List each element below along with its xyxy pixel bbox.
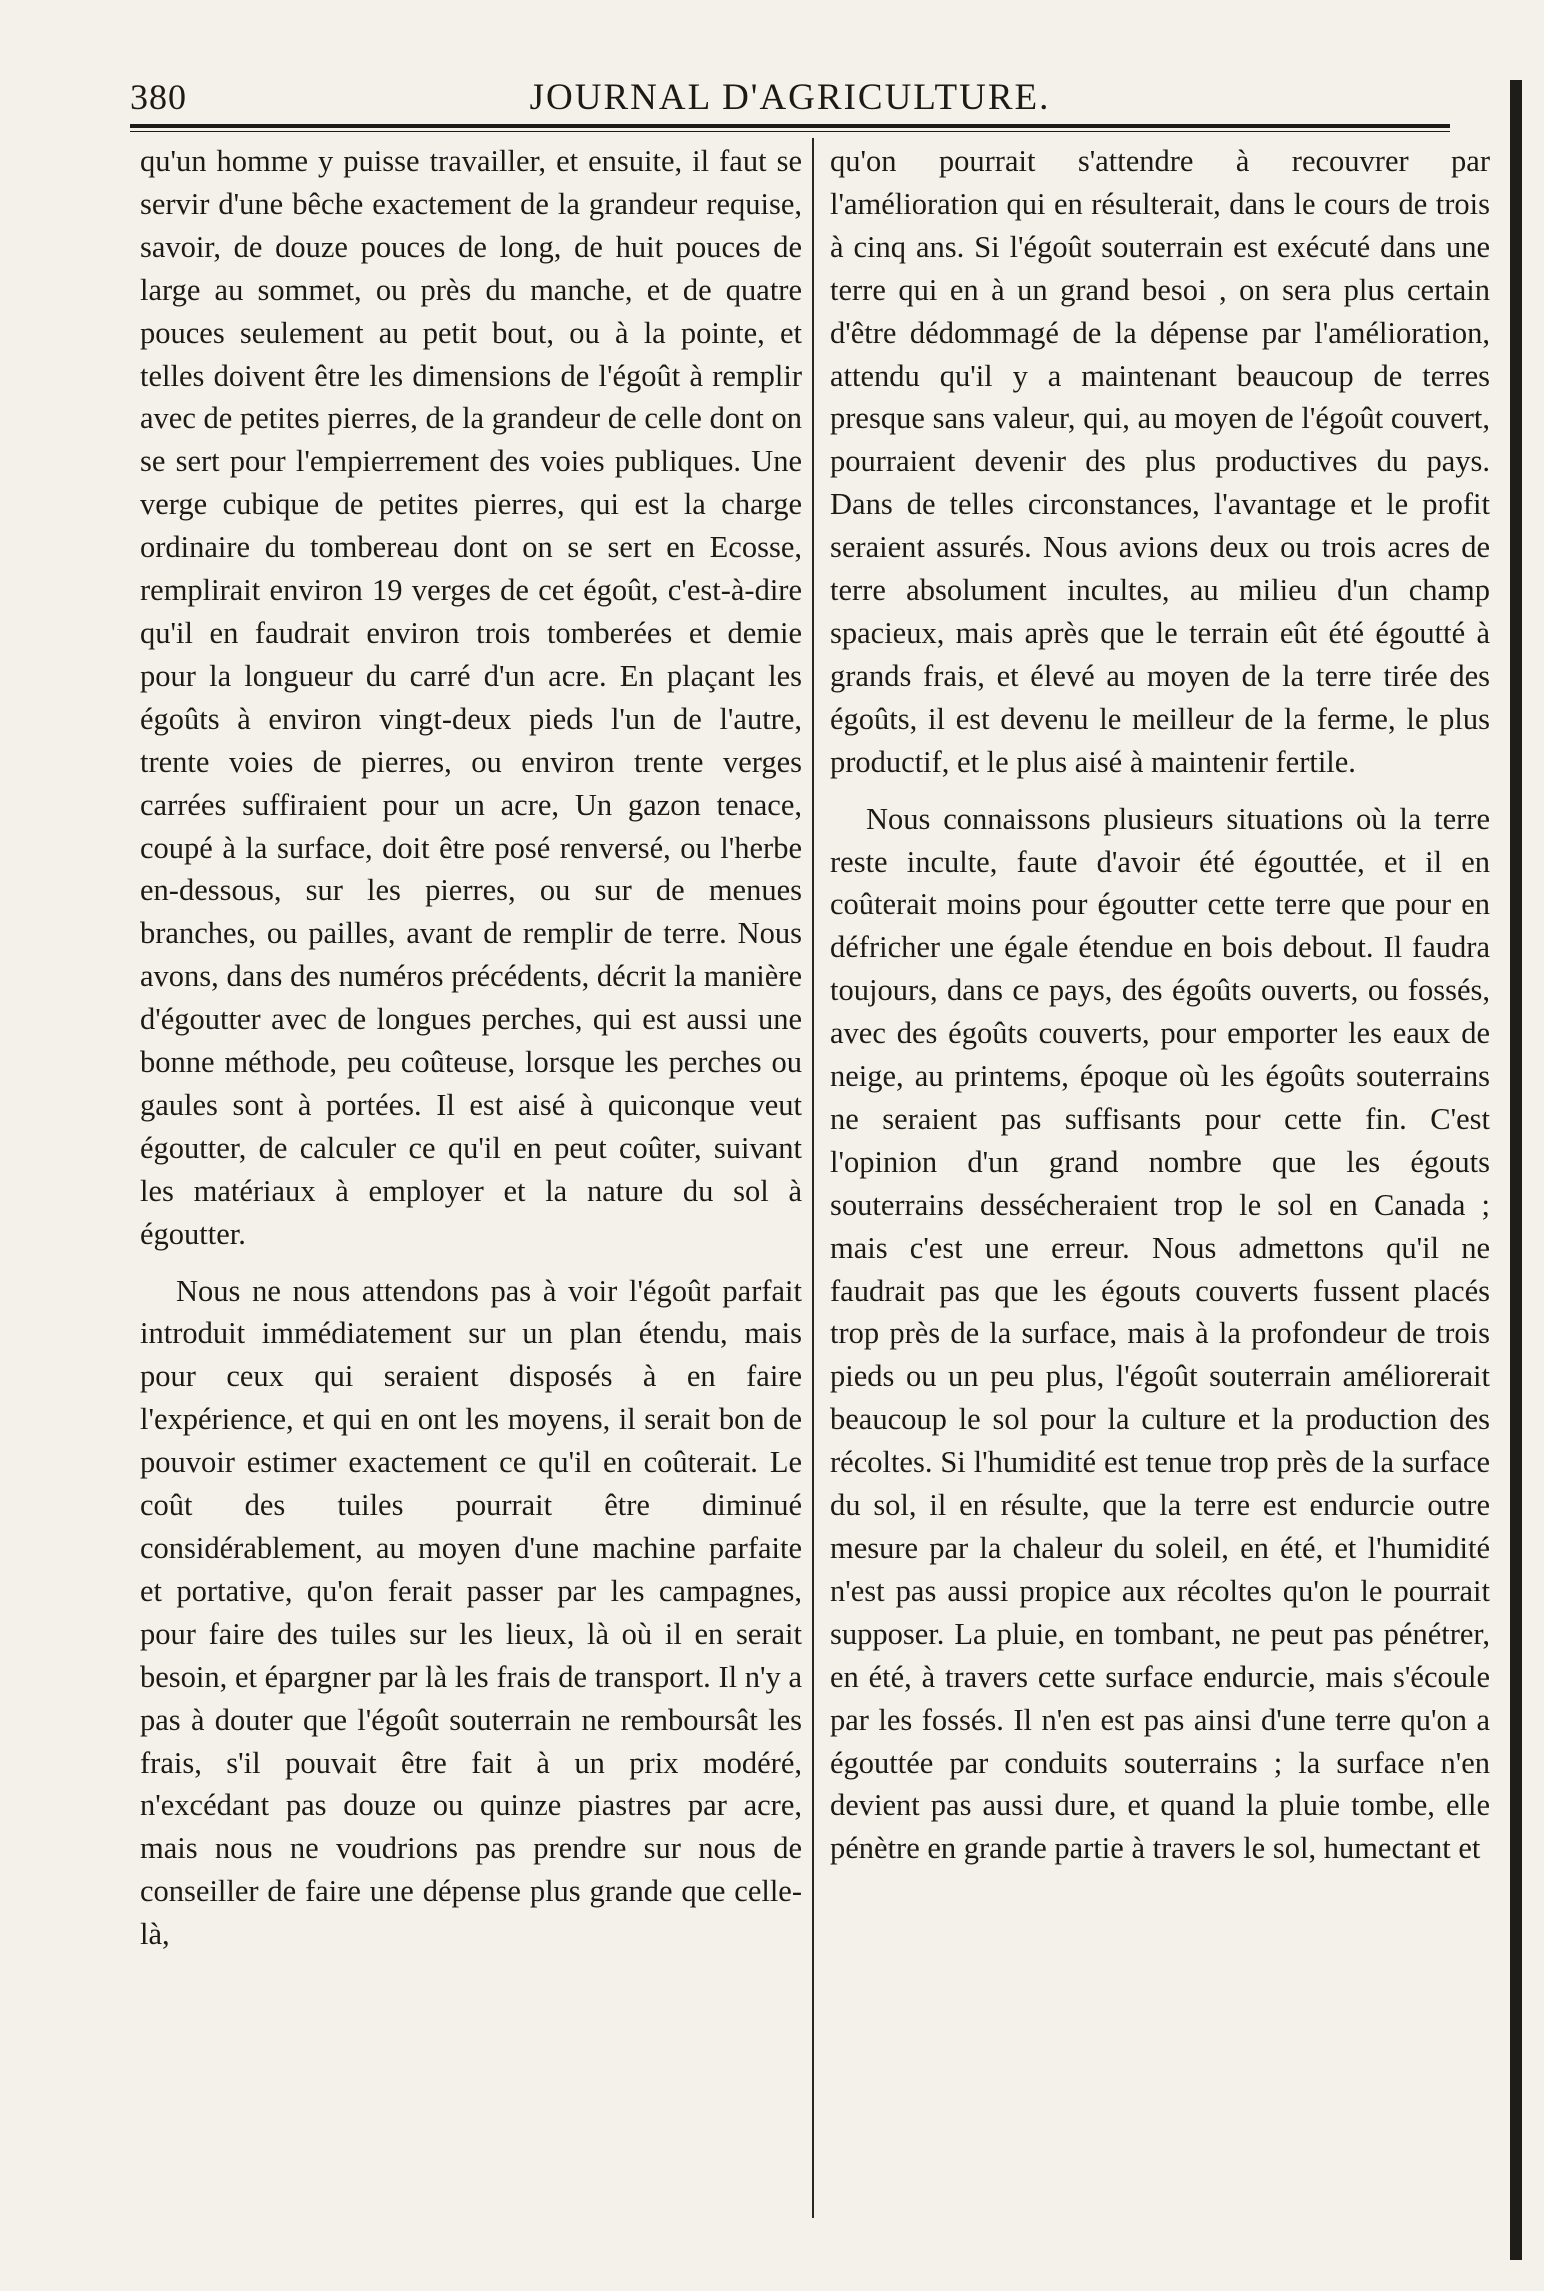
left-column (140, 140, 802, 1956)
header-rule-thick (130, 124, 1450, 128)
right-column (830, 140, 1490, 1870)
paragraph: qu'on pourrait s'attendre à recouvrer par l'amélioration qui en résulterait, dans le cours de trois à cinq ans. Si l'égoût souterrain est exécuté dans une terre qui en à un grand besoi , on sera plus certain d'être dédommagé de la dépense par l'amélioration, attendu qu'il y a maintenant beaucoup de terres presque sans valeur, qui, au moyen de l'égoût couvert, pourraient devenir des plus productives du pays. Dans de telles circonstances, l'avantage et le profit seraient assurés. Nous avions deux ou trois acres de terre absolument incultes, au milieu d'un champ spacieux, mais après que le terrain eût été égoutté à grands frais, et élevé au moyen de la terre tirée des égoûts, il est devenu le meilleur de la ferme, le plus productif, et le plus aisé à maintenir fertile. (830, 144, 1490, 779)
header-rule-thin (130, 131, 1450, 132)
page-edge-shadow (1510, 80, 1522, 2260)
page-number: 380 (130, 77, 187, 117)
column-divider (812, 138, 814, 2218)
paragraph: qu'un homme y puisse travailler, et ensuite, il faut se servir d'une bêche exactement de la grandeur requise, savoir, de douze pouces de long, de huit pouces de large au sommet, ou près du manche, et de quatre pouces seulement au petit bout, ou à la pointe, et telles doivent être les dimensions de l'égoût à remplir avec de petites pierres, de la grandeur de celle dont on se sert pour l'empierrement des voies publiques. Une verge cubique de petites pierres, qui est la charge ordinaire du tombereau dont on se sert en Ecosse, remplirait environ 19 verges de cet égoût, c'est-à-dire qu'il en faudrait environ trois tomberées et demie pour la longueur du carré d'un acre. En plaçant les égoûts à environ vingt-deux pieds l'un de l'autre, trente voies de pierres, ou environ trente verges carrées suffiraient pour un acre, Un gazon tenace, coupé à la surface, doit être posé renversé, ou l'herbe en-dessous, sur les pierres, ou sur de menues branches, ou pailles, avant de remplir de terre. Nous avons, dans des numéros précédents, décrit la manière d'égoutter avec de longues perches, qui est aussi une bonne méthode, peu coûteuse, lorsque les perches ou gaules sont à portées. Il est aisé à quiconque veut égoutter, de calculer ce qu'il en peut coûter, suivant les matériaux à employer et la nature du sol à égoutter. (140, 144, 802, 1251)
paragraph: Nous connaissons plusieurs situations où la terre reste inculte, faute d'avoir été égouttée, et il en coûterait moins pour égoutter cette terre que pour en défricher une égale étendue en bois debout. Il faudra toujours, dans ce pays, des égoûts ouverts, ou fossés, avec des égoûts couverts, pour emporter les eaux de neige, au printems, époque où les égoûts souterrains ne seraient pas suffisants pour cette fin. C'est l'opinion d'un grand nombre que les égouts souterrains dessécheraient trop le sol en Canada ; mais c'est une erreur. Nous admettons qu'il ne faudrait pas que les égouts couverts fussent placés trop près de la surface, mais à la profondeur de trois pieds ou un peu plus, l'égoût souterrain améliorerait beaucoup le sol pour la culture et la production des récoltes. Si l'humidité est tenue trop près de la surface du sol, il en résulte, que la terre est endurcie outre mesure par la chaleur du soleil, en été, et l'humidité n'est pas aussi propice aux récoltes qu'on le pourrait supposer. La pluie, en tombant, ne peut pas pénétrer, en été, à travers cette surface endurcie, mais s'écoule par les fossés. Il n'en est pas ainsi d'une terre qu'on a égouttée par conduits souterrains ; la surface n'en devient pas aussi dure, et quand la pluie tombe, elle pénètre en grande partie à travers le sol, humectant et (830, 801, 1490, 1866)
paragraph: Nous ne nous attendons pas à voir l'égoût parfait introduit immédiatement sur un plan étendu, mais pour ceux qui seraient disposés à en faire l'expérience, et qui en ont les moyens, il serait bon de pouvoir estimer exactement ce qu'il en coûterait. Le coût des tuiles pourrait être diminué considérablement, au moyen d'une machine parfaite et portative, qu'on ferait passer par les campagnes, pour faire des tuiles sur les lieux, là où il en serait besoin, et épargner par là les frais de transport. Il n'y a pas à douter que l'égoût souterrain ne remboursât les frais, s'il pouvait être fait à un prix modéré, n'excédant pas douze ou quinze piastres par acre, mais nous ne voudrions pas prendre sur nous de conseiller de faire une dépense plus grande que celle-là, (140, 1273, 802, 1952)
running-title: JOURNAL D'AGRICULTURE. (529, 77, 1051, 118)
page-header (130, 72, 1450, 124)
